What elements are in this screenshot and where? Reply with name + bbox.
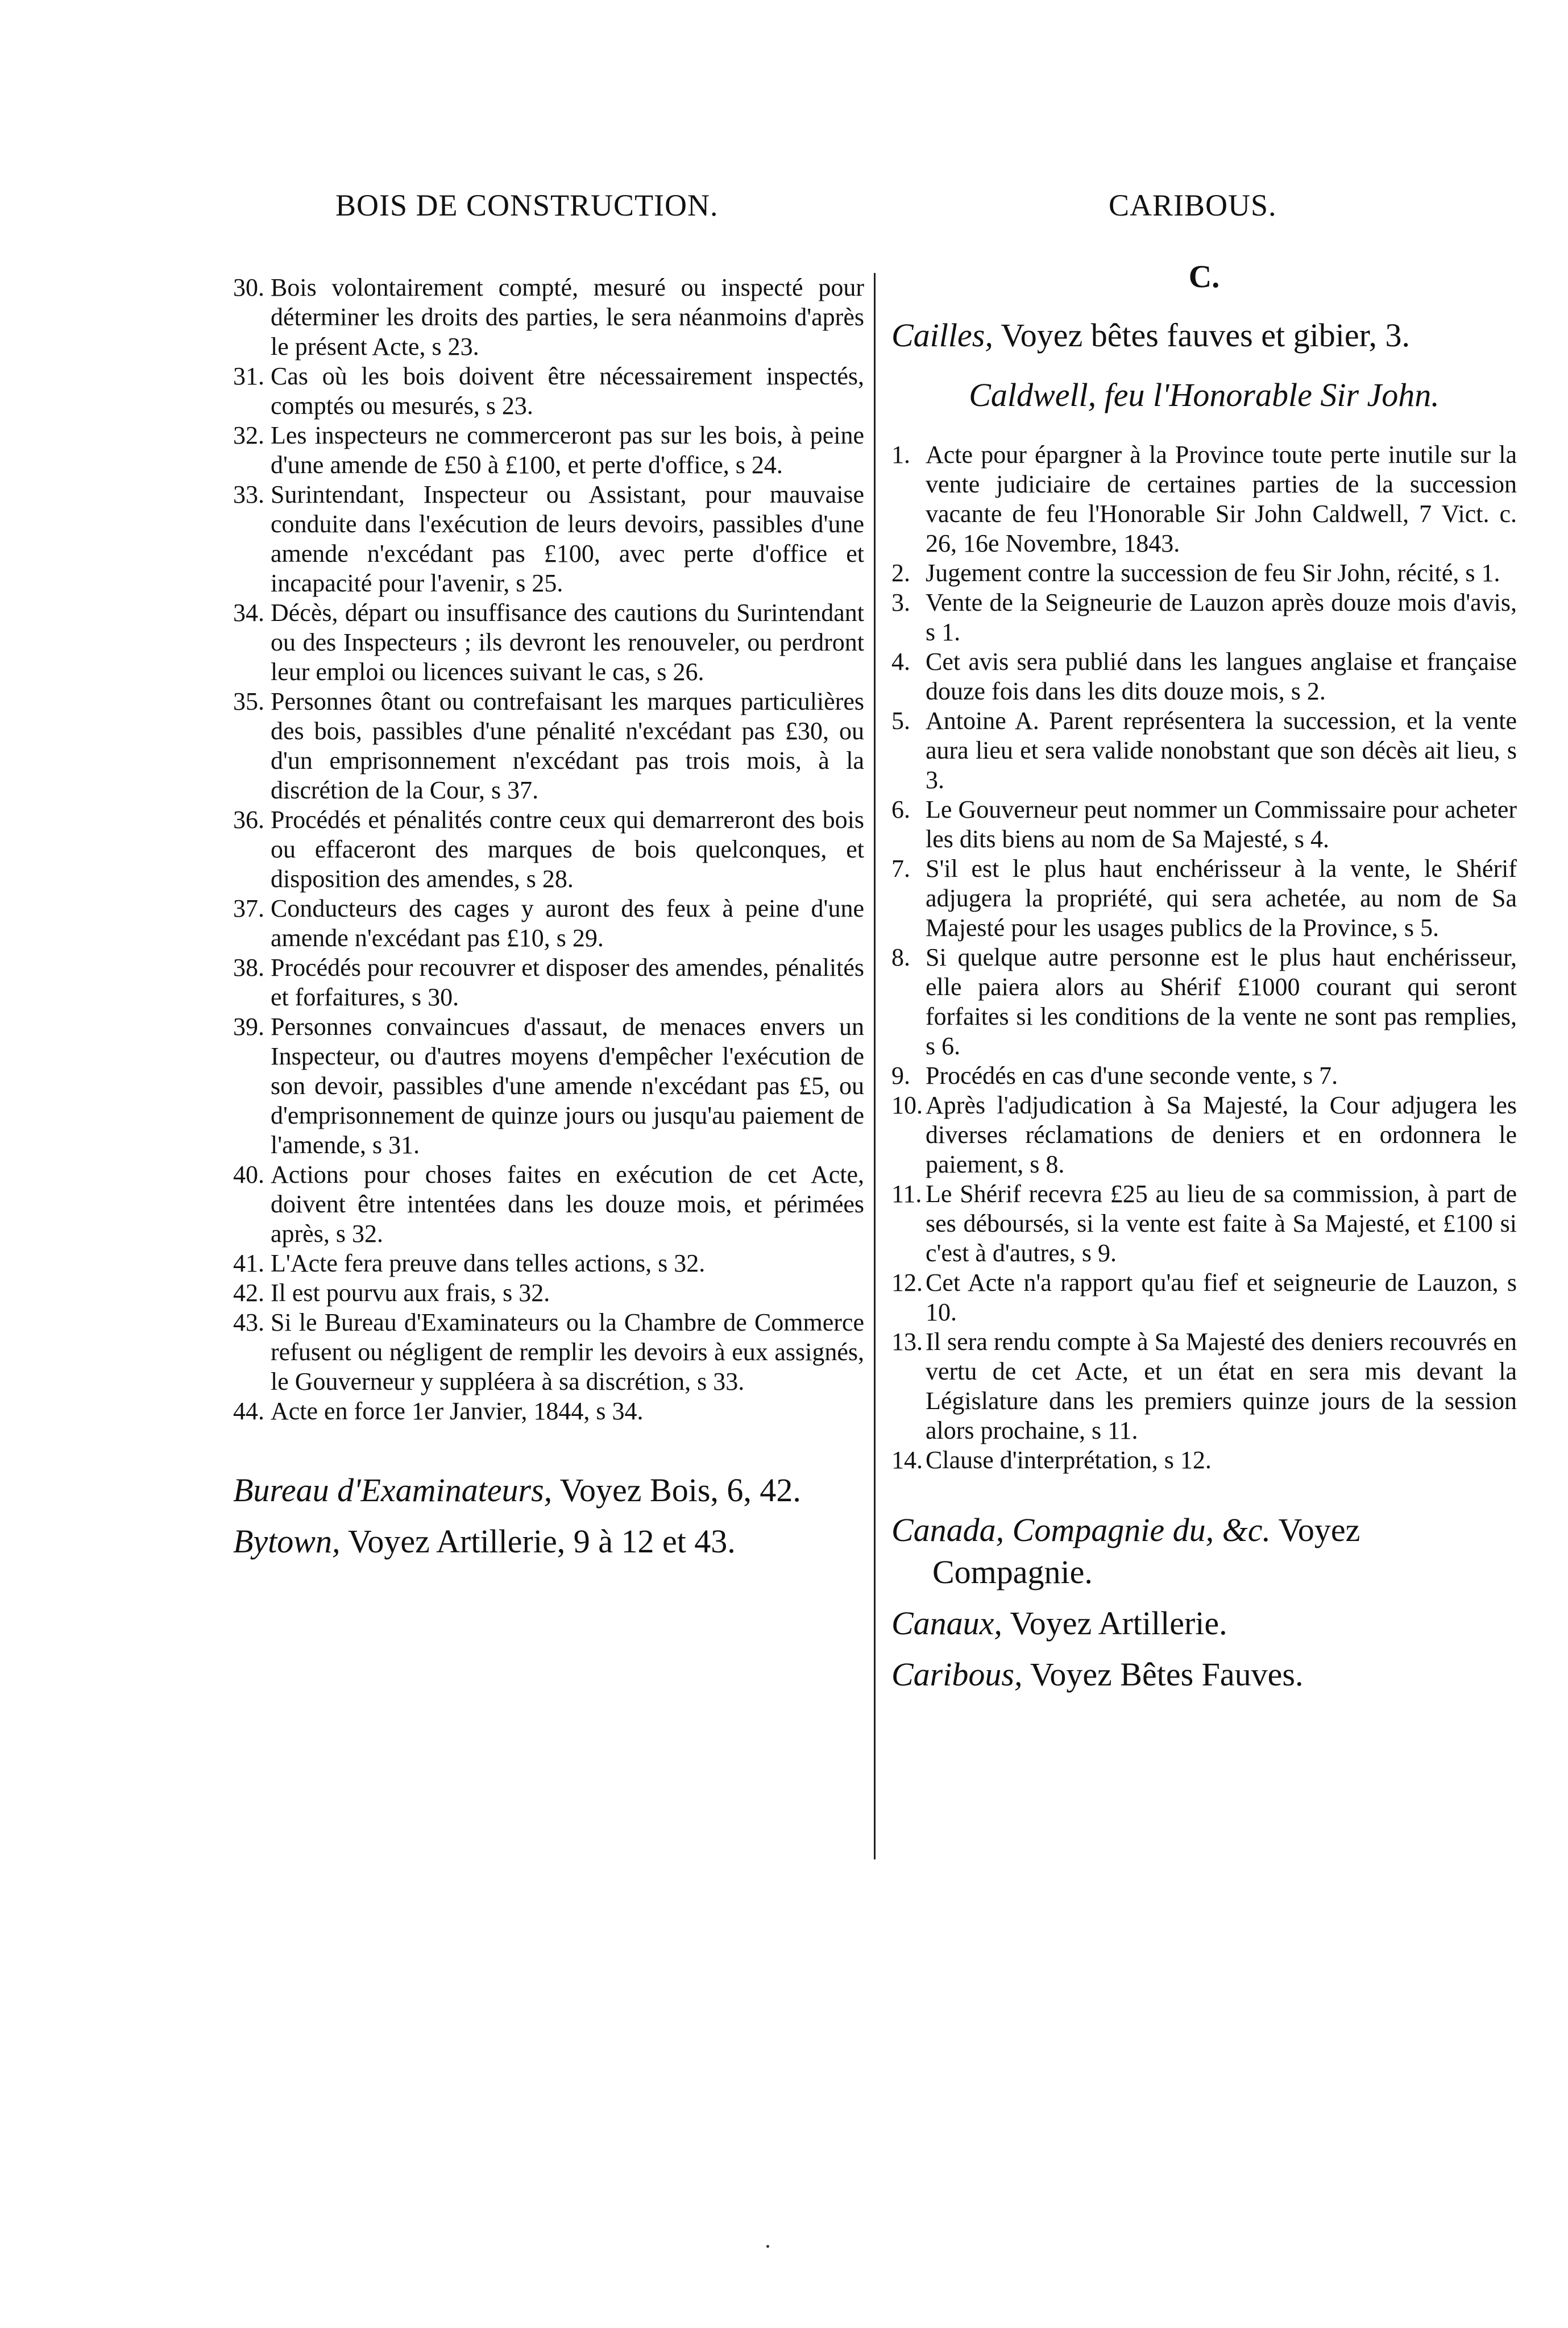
column-divider: [874, 273, 876, 1859]
entry-text: Procédés et pénalités contre ceux qui demarreront des bois ou effaceront des marques de bois quelconques, et disposition des amendes, s 28.: [271, 806, 864, 893]
index-entry: [233, 1012, 864, 1160]
entry-text: Clause d'interprétation, s 12.: [926, 1446, 1212, 1474]
spacer: [891, 1475, 1517, 1509]
entry-number: 43.: [233, 1308, 264, 1336]
entry-text: Le Shérif recevra £25 au lieu de sa commission, à part de ses déboursés, si la vente est faite à Sa Majesté, et £100 si c'est à d'autres, s 9.: [926, 1180, 1517, 1267]
entry-number: 44.: [233, 1397, 264, 1425]
entry-number: 34.: [233, 599, 264, 627]
index-entry: [891, 854, 1517, 943]
entry-number: 37.: [233, 894, 264, 922]
index-entry: [233, 1278, 864, 1308]
spacer: [233, 1511, 864, 1521]
index-entry: [891, 1327, 1517, 1445]
entry-number: 12.: [891, 1269, 923, 1296]
entry-number: 39.: [233, 1013, 264, 1041]
index-entry: [233, 1308, 864, 1397]
cross-reference: [891, 1602, 1517, 1644]
entry-text: Actions pour choses faites en exécution de cet Acte, doivent être intentées dans les douze mois, et périmées après, s 32.: [271, 1161, 864, 1248]
index-entry: [891, 1445, 1517, 1475]
entry-text: Décès, départ ou insuffisance des cautions du Surintendant ou des Inspecteurs ; ils devront les renouveler, ou perdront leur emploi ou licences suivant le cas, s 26.: [271, 599, 864, 686]
cross-ref-term: Bytown,: [233, 1523, 341, 1560]
entry-number: 5.: [891, 707, 910, 735]
entry-number: 9.: [891, 1062, 910, 1090]
index-entry: [233, 598, 864, 687]
cross-ref-target: Voyez Bois, 6, 42.: [559, 1472, 801, 1509]
index-entry: [233, 273, 864, 362]
entry-text: Cas où les bois doivent être nécessairement inspectés, comptés ou mesurés, s 23.: [271, 362, 864, 420]
cross-reference: [891, 1654, 1517, 1696]
entry-number: 38.: [233, 954, 264, 981]
index-entry: [891, 440, 1517, 558]
entry-text: Conducteurs des cages y auront des feux à peine d'une amende n'excédant pas £10, s 29.: [271, 894, 864, 952]
left-entries-list: [233, 273, 864, 1426]
section-letter: C.: [1188, 259, 1220, 295]
cross-ref-term: Canaux,: [891, 1605, 1002, 1642]
entry-number: 30.: [233, 274, 264, 301]
entry-text: Le Gouverneur peut nommer un Commissaire pour acheter les dits biens au nom de Sa Majesté, s 4.: [926, 796, 1517, 853]
index-entry: [233, 362, 864, 421]
index-entry: [891, 558, 1517, 588]
entry-text: Antoine A. Parent représentera la succession, et la vente aura lieu et sera valide nonobstant que son décès ait lieu, s 3.: [926, 707, 1517, 794]
cross-ref-term: Bureau d'Examinateurs,: [233, 1472, 553, 1509]
entry-number: 1.: [891, 441, 910, 469]
cross-ref-term: Caribous,: [891, 1656, 1023, 1693]
entry-text: Personnes ôtant ou contrefaisant les marques particulières des bois, passibles d'une pénalité n'excédant pas £30, ou d'un emprisonnement n'excédant pas trois mois, à la discrétion de la Cour, s 37.: [271, 687, 864, 804]
index-entry: [891, 1061, 1517, 1091]
entry-text: Personnes convaincues d'assaut, de menaces envers un Inspecteur, ou d'autres moyens d'empêcher l'exécution de son devoir, passibles d'une amende n'excédant pas £5, ou d'emprisonnement de quinze jours ou jusqu'au paiement de l'amende, s 31.: [271, 1013, 864, 1159]
index-entry: [233, 687, 864, 805]
entry-number: 40.: [233, 1161, 264, 1188]
cross-ref-term: Canada, Compagnie du, &c.: [891, 1511, 1271, 1548]
index-entry: [233, 953, 864, 1012]
entry-text: Après l'adjudication à Sa Majesté, la Cour adjugera les diverses réclamations de deniers et en ordonnera le paiement, s 8.: [926, 1091, 1517, 1178]
entry-number: 2.: [891, 559, 910, 587]
entry-number: 8.: [891, 943, 910, 971]
entry-number: 33.: [233, 480, 264, 508]
entry-text: Acte en force 1er Janvier, 1844, s 34.: [271, 1397, 644, 1425]
entry-number: 14.: [891, 1446, 923, 1474]
entry-text: Acte pour épargner à la Province toute perte inutile sur la vente judiciaire de certaines parties de la succession vacante de feu l'Honorable Sir John Caldwell, 7 Vict. c. 26, 16e Novembre, 1843.: [926, 441, 1517, 557]
entry-text: Il est pourvu aux frais, s 32.: [271, 1279, 550, 1307]
index-entry: [891, 706, 1517, 795]
index-entry: [891, 588, 1517, 647]
cross-ref-target: Voyez Artillerie.: [1010, 1605, 1227, 1642]
entry-number: 41.: [233, 1249, 264, 1277]
entry-number: 13.: [891, 1328, 923, 1356]
cross-reference: [891, 1509, 1517, 1593]
running-head-right: CARIBOUS.: [1109, 188, 1277, 222]
entry-text: Procédés pour recouvrer et disposer des amendes, pénalités et forfaitures, s 30.: [271, 954, 864, 1011]
entry-number: 7.: [891, 855, 910, 883]
spacer: [891, 1644, 1517, 1654]
entry-text: Surintendant, Inspecteur ou Assistant, pour mauvaise conduite dans l'exécution de leurs devoirs, passibles d'une amende n'excédant pas £100, avec perte d'office et incapacité pour l'avenir, s 25.: [271, 480, 864, 597]
running-head-left: BOIS DE CONSTRUCTION.: [335, 188, 719, 222]
entry-text: S'il est le plus haut enchérisseur à la vente, le Shérif adjugera la propriété, qui sera achetée, au nom de Sa Majesté pour les usages publics de la Province, s 5.: [926, 855, 1517, 942]
left-column: [233, 273, 864, 1563]
index-entry: [233, 805, 864, 894]
right-entries-list: [891, 440, 1517, 1475]
cross-reference: [233, 1469, 864, 1511]
cross-ref-target: Voyez Bêtes Fauves.: [1030, 1656, 1304, 1693]
index-entry: [891, 647, 1517, 706]
entry-text: L'Acte fera preuve dans telles actions, s 32.: [271, 1249, 706, 1277]
entry-number: 42.: [233, 1279, 264, 1307]
entry-text: Jugement contre la succession de feu Sir John, récité, s 1.: [926, 559, 1500, 587]
spacer: [891, 1593, 1517, 1602]
entry-number: 3.: [891, 589, 910, 616]
index-entry: [233, 480, 864, 598]
cross-ref-target: Voyez bêtes fauves et gibier, 3.: [1001, 317, 1411, 354]
entry-text: Il sera rendu compte à Sa Majesté des deniers recouvrés en vertu de cet Acte, et un état en sera mis devant la Législature dans les premiers quinze jours de la session alors prochaine, s 11.: [926, 1328, 1517, 1444]
entry-text: Les inspecteurs ne commerceront pas sur les bois, à peine d'une amende de £50 à £100, et perte d'office, s 24.: [271, 421, 864, 479]
index-entry: [233, 1249, 864, 1278]
entry-number: 31.: [233, 362, 264, 390]
entry-text: Procédés en cas d'une seconde vente, s 7.: [926, 1062, 1338, 1090]
index-entry: [233, 1160, 864, 1249]
index-entry: [233, 421, 864, 480]
entry-text: Vente de la Seigneurie de Lauzon après douze mois d'avis, s 1.: [926, 589, 1517, 646]
cross-ref-term: Cailles,: [891, 317, 993, 354]
entry-number: 6.: [891, 796, 910, 823]
right-column: [891, 259, 1517, 1696]
cross-reference: [233, 1521, 864, 1563]
entry-text: Bois volontairement compté, mesuré ou inspecté pour déterminer les droits des parties, le sera néanmoins d'après le présent Acte, s 23.: [271, 274, 864, 361]
entry-number: 10.: [891, 1091, 923, 1119]
ink-speck: [766, 2245, 769, 2248]
index-entry: [233, 1397, 864, 1426]
cross-ref-target: Voyez Artillerie, 9 à 12 et 43.: [347, 1523, 736, 1560]
index-entry: [891, 943, 1517, 1061]
entry-number: 4.: [891, 648, 910, 676]
index-entry: [891, 1179, 1517, 1268]
index-entry: [233, 894, 864, 953]
entry-text: Cet Acte n'a rapport qu'au fief et seigneurie de Lauzon, s 10.: [926, 1269, 1517, 1326]
spacer: [233, 1426, 864, 1469]
entry-text: Si quelque autre personne est le plus haut enchérisseur, elle paiera alors au Shérif £1000 courant qui seront forfaites si les conditions de la vente ne sont pas remplies, s 6.: [926, 943, 1517, 1060]
entry-text: Si le Bureau d'Examinateurs ou la Chambre de Commerce refusent ou négligent de remplir les devoirs à eux assignés, le Gouverneur y suppléera à sa discrétion, s 33.: [271, 1308, 864, 1395]
entry-number: 32.: [233, 421, 264, 449]
entry-number: 35.: [233, 687, 264, 715]
index-entry: [891, 1268, 1517, 1327]
entry-number: 11.: [891, 1180, 922, 1208]
entry-number: 36.: [233, 806, 264, 834]
subject-heading: Caldwell, feu l'Honorable Sir John.: [969, 376, 1440, 413]
entry-text: Cet avis sera publié dans les langues anglaise et française douze fois dans les dits douze mois, s 2.: [926, 648, 1517, 705]
cross-ref-target: Voyez Compagnie.: [932, 1511, 1360, 1590]
cross-reference: [891, 314, 1517, 357]
index-entry: [891, 1091, 1517, 1179]
index-entry: [891, 795, 1517, 854]
